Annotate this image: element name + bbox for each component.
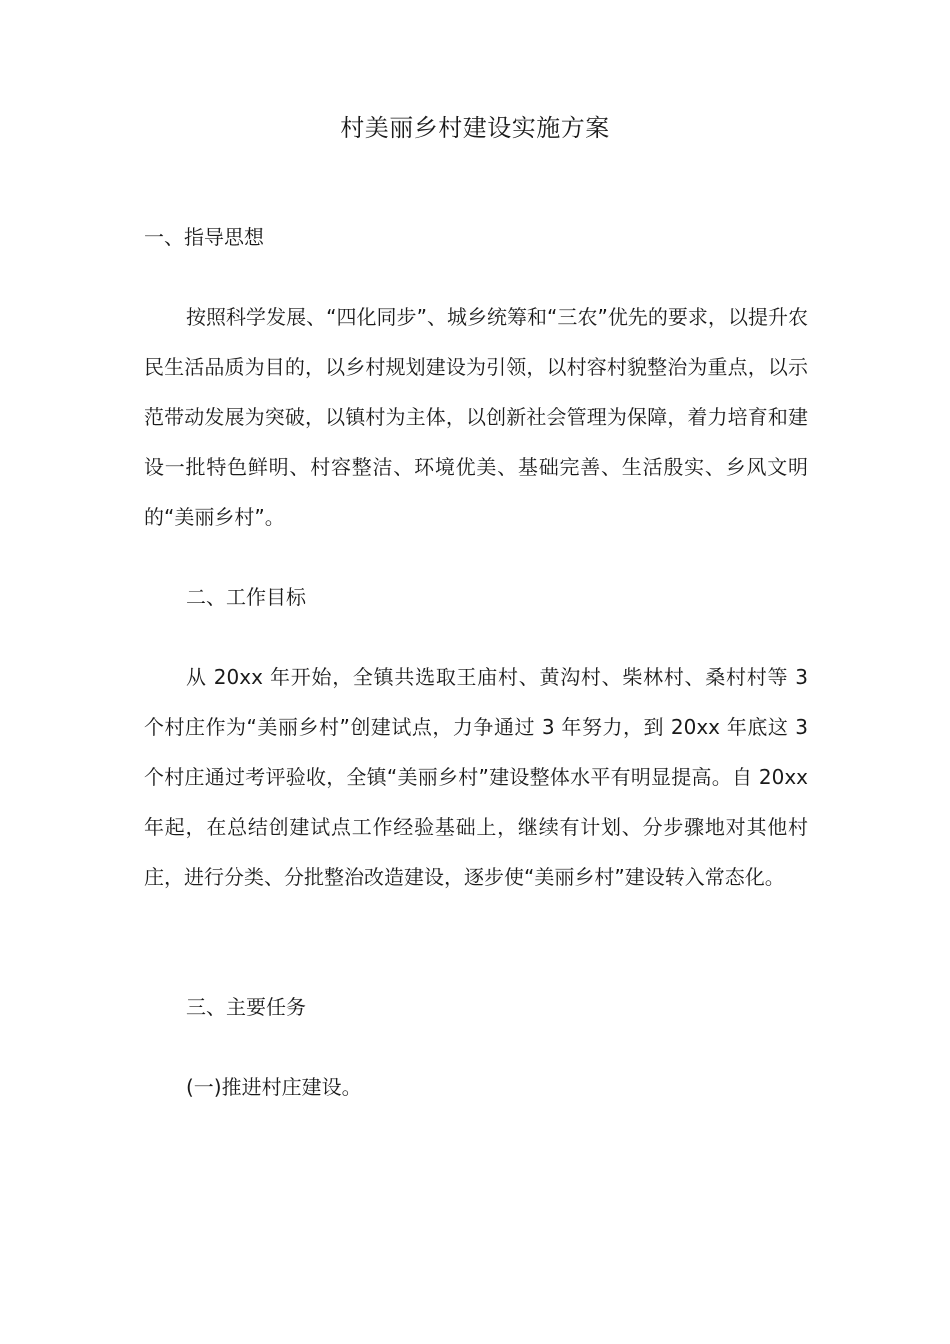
section-heading-work-goals: 二、工作目标 [186, 585, 306, 609]
section-heading-guiding-thought: 一、指导思想 [144, 225, 264, 249]
subsection-heading-village-construction: (一)推进村庄建设。 [186, 1075, 362, 1099]
document-title: 村美丽乡村建设实施方案 [340, 114, 610, 142]
paragraph-work-goals: 从 20xx 年开始，全镇共选取王庙村、黄沟村、柴林村、桑村村等 3 个村庄作为“美丽乡村”创建试点，力争通过 3 年努力，到 20xx 年底这 3 个村庄通过考评验收，全镇“美丽乡村”建设整体水平有明显提高。自 20xx 年起，在总结创建试点工作经验基础上，继续有计划、分步骤地对其他村庄，进行分类、分批整治改造建设，逐步使“美丽乡村”建设转入常态化。 [144, 665, 808, 889]
section-heading-main-tasks: 三、主要任务 [186, 995, 306, 1019]
paragraph-guiding-thought: 按照科学发展、“四化同步”、城乡统筹和“三农”优先的要求，以提升农民生活品质为目的，以乡村规划建设为引领，以村容村貌整治为重点，以示范带动发展为突破，以镇村为主体，以创新社会管理为保障，着力培育和建设一批特色鲜明、村容整洁、环境优美、基础完善、生活殷实、乡风文明的“美丽乡村”。 [144, 305, 808, 529]
